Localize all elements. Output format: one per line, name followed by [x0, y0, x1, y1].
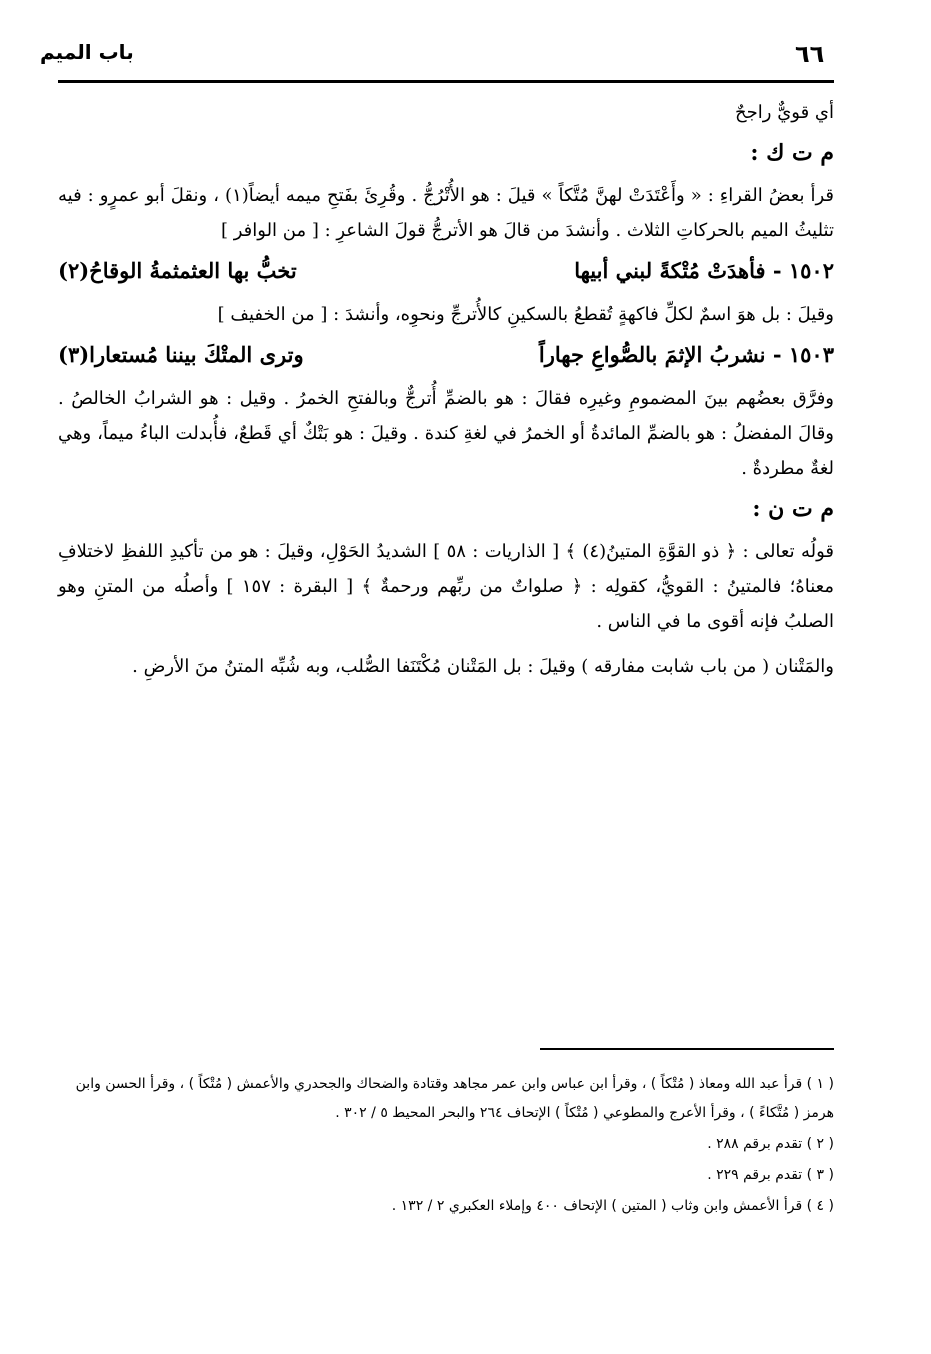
- verse-1502: [58, 258, 834, 283]
- footnote-2: ( ٢ ) تقدم برقم ٢٨٨ .: [707, 1136, 834, 1152]
- footnote-rule: [540, 1048, 834, 1050]
- footnotes: [58, 1070, 834, 1223]
- intro-line: أي قويٌّ راجحٌ: [735, 102, 834, 123]
- page-number: ٦٦: [795, 40, 825, 68]
- paragraph-2: وقيلَ : بل هوَ اسمٌ لكلِّ فاكهةٍ تُقطعُ بالسكينِ كالأُترجِّ ونحوِه، وأنشدَ : [ من الخفيف ]: [217, 304, 834, 325]
- verse-1503: [58, 342, 834, 367]
- main-text: [58, 95, 834, 694]
- paragraph-4: قولُه تعالى : ﴿ ذو القوَّةِ المتينُ(٤) ﴾ [ الذاريات : ٥٨ ] الشديدُ الحَوْلِ، وقيلَ : هو من تأكيدِ اللفظِ لاختلافِ معناهُ؛ فالمتينُ : القويُّ، كقولِه : ﴿ صلواتٌ من ربِّهم ورحمةٌ ﴾ [ البقرة : ١٥٧ ] وأصلُه من المتنِ وهو الصلبُ فإنه أقوى ما في الناس .: [58, 541, 835, 632]
- chapter-title: باب الميم: [40, 40, 134, 64]
- footnote-4: ( ٤ ) قرأ الأعمش وابن وثاب ( المتين ) الإتحاف ٤٠٠ وإملاء العكبري ٢ / ١٣٢ .: [391, 1198, 834, 1214]
- paragraph-3: وفرَّق بعضُهم بينَ المضمومِ وغيرِه فقالَ : هو بالضمِّ أُترجٌّ وبالفتحِ الخمرُ . وقيل : هو الشرابُ الخالصُ . وقالَ المفضلُ : هو بالضمِّ المائدةُ أو الخمرُ في لغةِ كندة . وقيلَ : هو بَتْكٌ أي قَطعٌ، فأُبدلت الباءُ ميماً، وهي لغةٌ مطردةٌ .: [58, 388, 835, 479]
- verse-1503-second-hemistich: وترى المتْكَ بيننا مُستعارا(٣): [58, 342, 304, 367]
- entry-heading-mtn: م ت ن :: [752, 496, 834, 522]
- header-rule: [58, 80, 834, 83]
- paragraph-1: قرأ بعضُ القراءِ : « وأَعْتَدَتْ لهنَّ مُتَّكاً » قيلَ : هو الأُتْرُجُّ . وقُرِئَ بفَتحِ ميمه أيضاً(١) ، ونقلَ أبو عمرٍو : فيه تثليثُ الميم بالحركاتِ الثلاث . وأنشدَ من قالَ هو الأترجُّ قولَ الشاعرِ : [ من الوافر ]: [58, 185, 834, 241]
- verse-1503-first-hemistich: ١٥٠٣ - نشربُ الإثمَ بالصُّواعِ جهاراً: [538, 342, 834, 367]
- paragraph-5: والمَتْنان ( من باب شابت مفارقه ) وقيلَ : بل المَتْنان مُكْتَنَفا الصُّلب، وبه شُبِّه المتنُ منَ الأرضِ .: [132, 656, 834, 677]
- footnote-1: ( ١ ) قرأ عبد الله ومعاذ ( مُتْكاً ) ، وقرأ ابن عباس وابن عمر مجاهد وقتادة والضحاك والجحدري والأعمش ( مُتْكاً ) ، وقرأ الحسن وابن هرمز ( مُتَّكاءً ) ، وقرأ الأعرج والمطوعي ( مُتْكاً ) الإتحاف ٢٦٤ والبحر المحيط ٥ / ٣٠٢ .: [75, 1076, 834, 1121]
- verse-1502-first-hemistich: ١٥٠٢ - فأهدَتْ مُتْكةً لبني أبيها: [574, 258, 834, 283]
- verse-1502-second-hemistich: تخبُّ بها العثمثمةُ الوقاحُ(٢): [58, 258, 297, 283]
- entry-heading-mtk: م ت ك :: [750, 140, 834, 166]
- footnote-3: ( ٣ ) تقدم برقم ٢٢٩ .: [707, 1167, 834, 1183]
